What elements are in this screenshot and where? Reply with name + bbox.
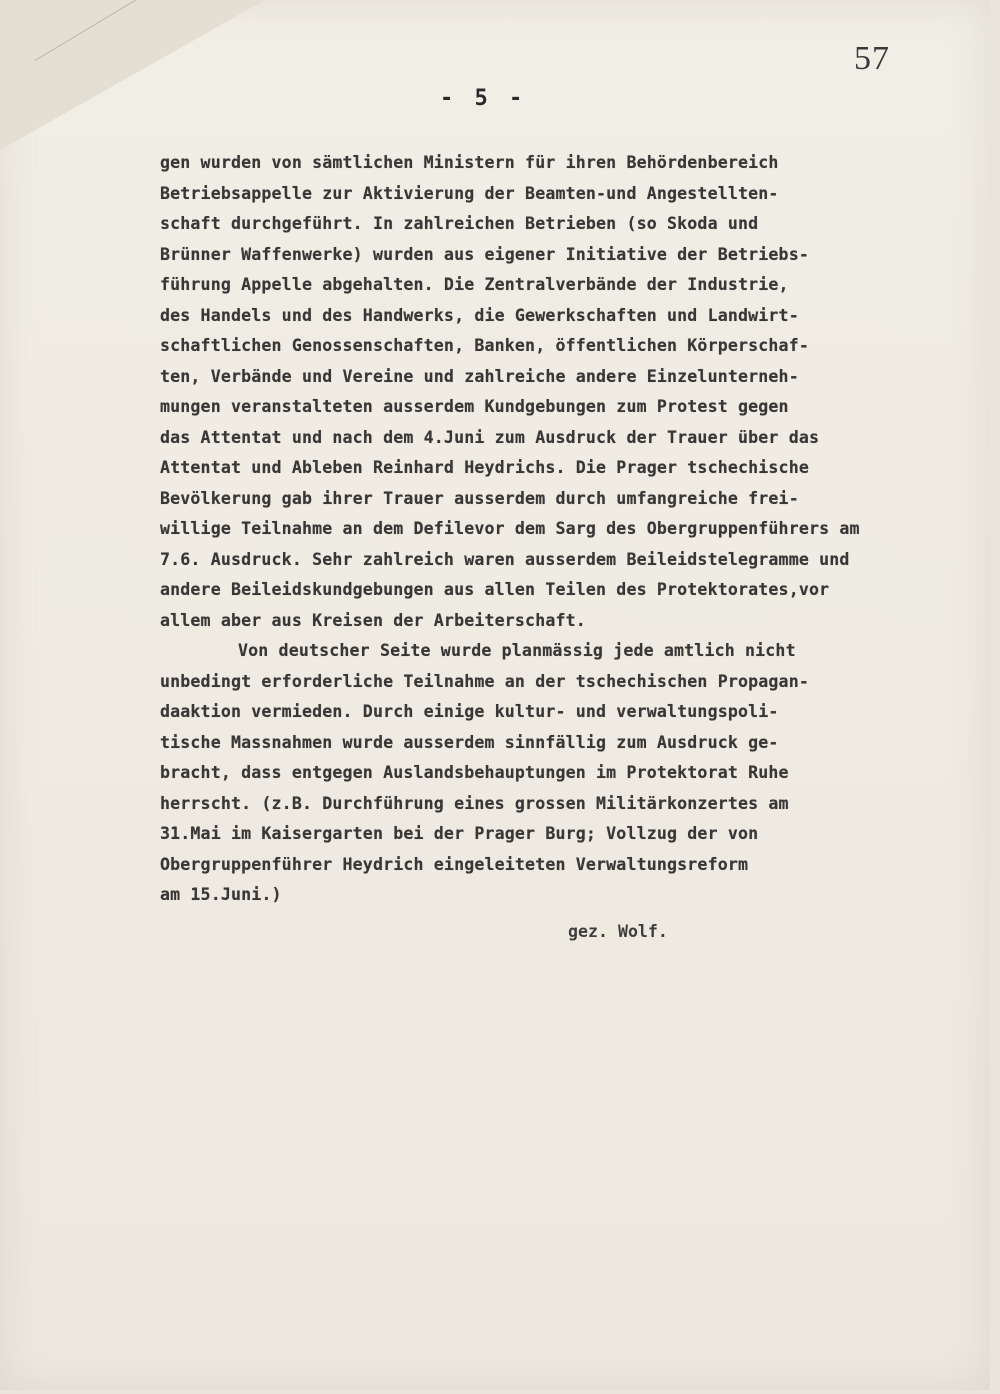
- text-line: Von deutscher Seite wurde planmässig jede amtlich nicht: [238, 641, 796, 660]
- text-line: Obergruppenführer Heydrich eingeleiteten Verwaltungsreform: [160, 854, 749, 874]
- signature: gez. Wolf.: [568, 922, 668, 941]
- text-line: daaktion vermieden. Durch einige kultur- und verwaltungspoli-: [160, 702, 779, 721]
- text-line: willige Teilnahme an dem Defilevor dem Sarg des Obergruppenführers am: [160, 519, 860, 538]
- text-line: Betriebsappelle zur Aktivierung der Beamten-und Angestellten-: [160, 183, 779, 203]
- folio-number: 57: [854, 40, 890, 77]
- text-line: Bevölkerung gab ihrer Trauer ausserdem durch umfangreiche frei-: [160, 488, 799, 508]
- text-line: unbedingt erforderliche Teilnahme an der tschechischen Propagan-: [160, 671, 809, 691]
- text-line: gen wurden von sämtlichen Ministern für ihren Behördenbereich: [160, 153, 779, 172]
- text-line: bracht, dass entgegen Auslandsbehauptungen im Protektorat Ruhe: [160, 763, 789, 782]
- folded-corner: [0, 0, 265, 150]
- text-line: schaftlichen Genossenschaften, Banken, öffentlichen Körperschaf-: [160, 336, 809, 355]
- text-line: herrscht. (z.B. Durchführung eines grossen Militärkonzertes am: [160, 793, 789, 813]
- text-line: tische Massnahmen wurde ausserdem sinnfällig zum Ausdruck ge-: [160, 732, 779, 752]
- text-line: das Attentat und nach dem 4.Juni zum Ausdruck der Trauer über das: [160, 427, 820, 447]
- text-line: mungen veranstalteten ausserdem Kundgebungen zum Protest gegen: [160, 397, 789, 416]
- text-line: Brünner Waffenwerke) wurden aus eigener Initiative der Betriebs-: [160, 244, 809, 264]
- page-number: - 5 -: [440, 86, 527, 111]
- text-line: 31.Mai im Kaisergarten bei der Prager Burg; Vollzug der von: [160, 824, 759, 843]
- text-line: des Handels und des Handwerks, die Gewerkschaften und Landwirt-: [160, 305, 799, 325]
- text-line: ten, Verbände und Vereine und zahlreiche andere Einzelunterneh-: [160, 366, 799, 386]
- text-line: allem aber aus Kreisen der Arbeiterschaft.: [160, 610, 586, 630]
- text-line: am 15.Juni.): [160, 885, 282, 904]
- text-line: Attentat und Ableben Reinhard Heydrichs. Die Prager tschechische: [160, 458, 809, 477]
- text-line: andere Beileidskundgebungen aus allen Teilen des Protektorates,vor: [160, 580, 830, 599]
- text-line: 7.6. Ausdruck. Sehr zahlreich waren ausserdem Beileidstelegramme und: [160, 549, 850, 569]
- text-line: führung Appelle abgehalten. Die Zentralverbände der Industrie,: [160, 275, 789, 294]
- body-text: [160, 148, 990, 911]
- text-line: schaft durchgeführt. In zahlreichen Betrieben (so Skoda und: [160, 214, 759, 233]
